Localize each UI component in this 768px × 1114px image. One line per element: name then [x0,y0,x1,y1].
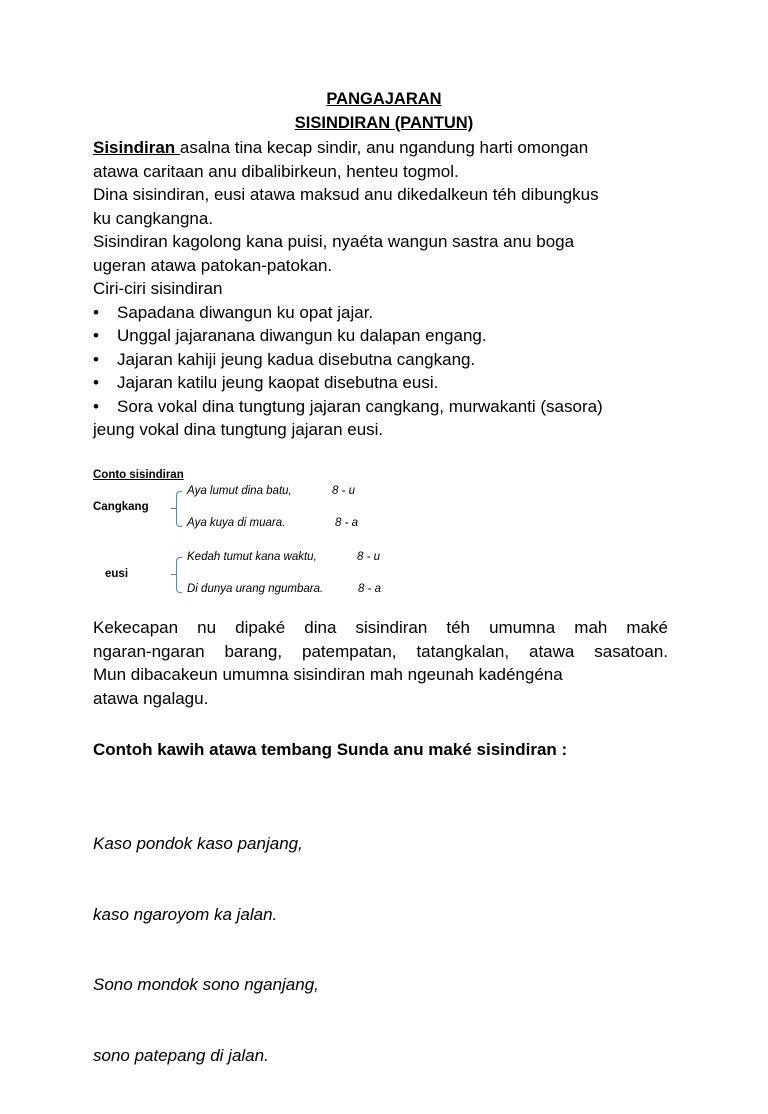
bullet-item-5 [93,395,673,419]
para2-line-4: atawa ngalagu. [93,688,209,708]
bracket-icon [176,557,182,593]
intro-line-5: Sisindiran kagolong kana puisi, nyaéta wangun sastra anu boga [93,232,575,251]
page-title: PANGAJARAN [326,90,442,108]
bullet-item-1 [93,301,673,325]
intro-line-6: ugeran atawa patokan-patokan. [93,255,333,275]
intro-line-2: atawa caritaan anu dibalibirkeun, henteu togmol. [93,161,459,181]
intro-line-1-text: asalna tina kecap sindir, anu ngandung harti omongan [179,138,589,157]
intro-section [93,136,673,442]
example-heading: Conto sisindiran [93,469,184,481]
intro-line-7: Ciri-ciri sisindiran [93,279,223,298]
bullet-icon: • [93,326,99,345]
bullet-text: Unggal jajaranana diwangun ku dalapan engang. [117,326,487,345]
term-sisindiran: Sisindiran [93,138,180,157]
para2-line-1: Kekecapan nu dipaké dina sisindiran téh umumna mah maké [93,618,668,637]
paragraph-2 [93,616,668,710]
bullet-icon: • [93,373,99,392]
bullet-icon: • [93,396,99,416]
example-count-1: 8 - u [332,485,356,497]
bracket-tip-icon [171,508,176,509]
intro-line-4: ku cangkangna. [93,208,214,228]
bullet-item-2 [93,324,673,348]
eusi-label: eusi [105,568,129,580]
song-line-2: kaso ngaroyom ka jalan. [93,904,278,924]
song-line-1: Kaso pondok kaso panjang, [93,834,303,853]
example-row-2: Aya kuya di muara. [187,517,286,529]
example-count-2: 8 - a [335,517,359,529]
bullet-item-4 [93,371,673,395]
song-heading: Contoh kawih atawa tembang Sunda anu maké sisindiran : [93,740,568,759]
bullet-icon: • [93,302,99,322]
bullet-item-3 [93,348,673,372]
bullet-continuation: jeung vokal dina tungtung jajaran eusi. [93,420,384,439]
intro-line-3: Dina sisindiran, eusi atawa maksud anu dikedalkeun téh dibungkus [93,185,599,204]
example-count-3: 8 - u [357,551,381,563]
song-line-3: Sono mondok sono nganjang, [93,975,319,994]
bullet-text: Sora vokal dina tungtung jajaran cangkang, murwakanti (sasora) [117,396,603,416]
bracket-tip-icon [171,574,176,575]
example-row-4: Di dunya urang ngumbara. [187,583,324,595]
intro-line-1 [93,136,673,160]
bullet-text: Jajaran katilu jeung kaopat disebutna eusi. [117,373,439,392]
example-row-3: Kedah tumut kana waktu, [187,551,317,563]
example-count-4: 8 - a [358,583,382,595]
cangkang-label: Cangkang [93,501,149,513]
example-row-1: Aya lumut dina batu, [187,485,292,497]
page-subtitle: SISINDIRAN (PANTUN) [294,114,474,132]
bracket-icon [176,491,182,527]
song-section [93,785,673,1114]
song-line-4: sono patepang di jalan. [93,1045,269,1065]
para2-line-2: ngaran-ngaran barang, patempatan, tatangkalan, atawa sasatoan. [93,641,668,661]
para2-line-3: Mun dibacakeun umumna sisindiran mah ngeunah kadéngéna [93,665,563,684]
bullet-text: Jajaran kahiji jeung kadua disebutna cangkang. [117,349,476,369]
bullet-icon: • [93,349,99,369]
bullet-text: Sapadana diwangun ku opat jajar. [117,302,374,322]
